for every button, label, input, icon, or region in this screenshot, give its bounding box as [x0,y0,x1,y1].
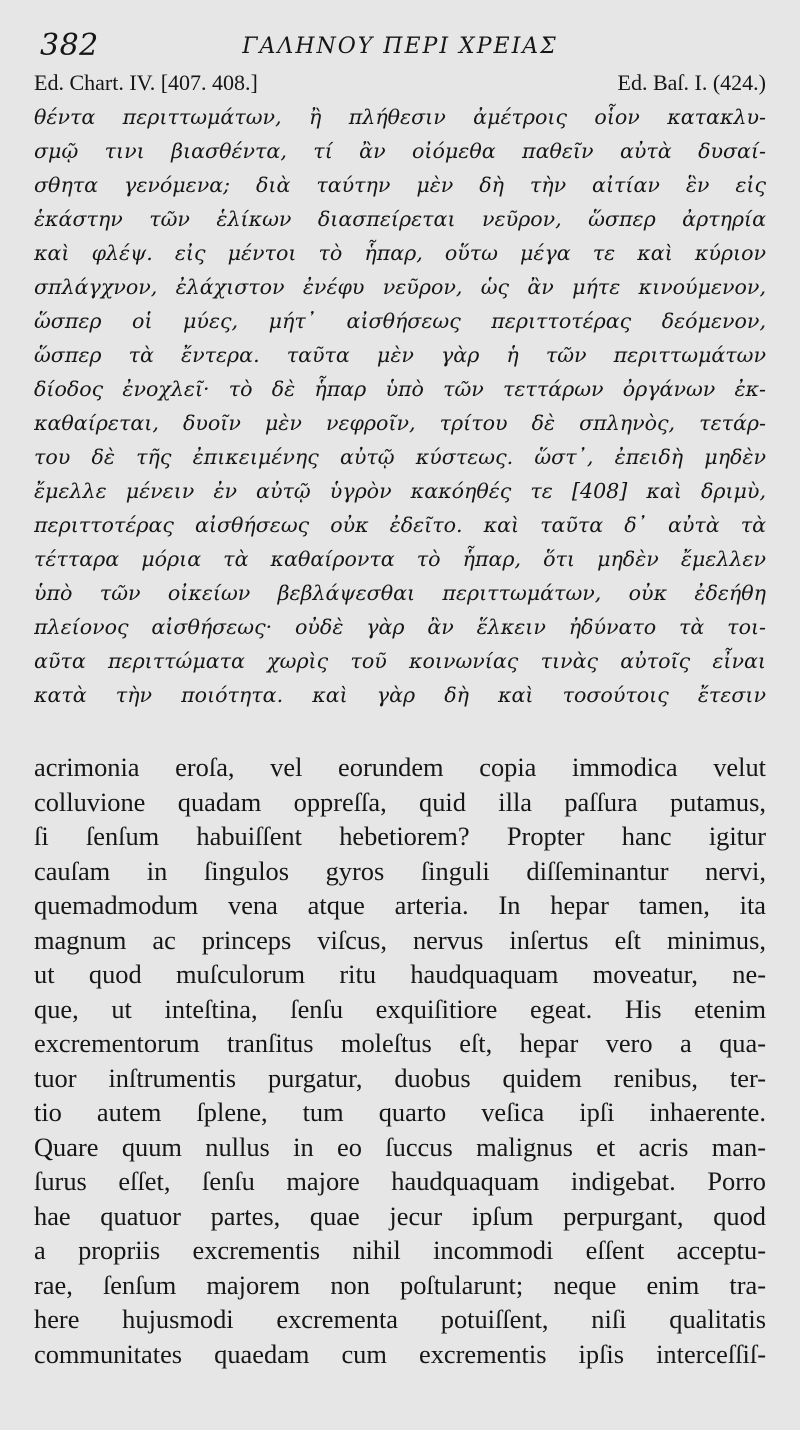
greek-text-line: ὥσπερ τὰ ἔντερα. ταῦτα μὲν γὰρ ἡ τῶν περιττωμάτων [34,343,766,367]
edition-basel-reference: Ed. Baſ. I. (424.) [617,70,766,95]
edition-reference-line [34,70,766,100]
running-title: ΓΑΛΗΝΟΥ ΠΕΡΙ ΧΡΕΙΑΣ [242,34,558,59]
latin-text-line: ſi ſenſum habuiſſent hebetiorem? Propter hanc igitur [34,821,766,851]
greek-text-line: καὶ φλέψ. εἰς μέντοι τὸ ἧπαρ, οὕτω μέγα τε καὶ κύριον [34,241,766,265]
latin-text-line: here hujusmodi excrementa potuiſſent, niſi qualitatis [34,1304,766,1334]
latin-text-line: cauſam in ſingulos gyros ſinguli diſſeminantur nervi, [34,855,766,886]
greek-text-line: πλείονος αἰσθήσεως· οὐδὲ γὰρ ἂν ἕλκειν ἠδύνατο τὰ τοι- [34,615,766,639]
latin-text-line: ſurus eſſet, ſenſu majore haudquaquam indigebat. Porro [34,1166,766,1196]
edition-chart-reference: Ed. Chart. IV. [407. 408.] [34,70,258,95]
latin-text-line: tuor inſtrumentis purgatur, duobus quidem renibus, ter- [34,1062,766,1093]
latin-text-line: excrementorum tranſitus moleſtus eſt, hepar vero a qua- [34,1028,766,1058]
greek-text-line: σθητα γενόμενα; διὰ ταύτην μὲν δὴ τὴν αἰτίαν ἓν εἰς [34,173,766,197]
latin-text-line: tio autem ſplene, tum quarto veſica ipſi inhaerente. [34,1097,766,1127]
greek-text-line: περιττοτέρας αἰσθήσεως οὐκ ἐδεῖτο. καὶ ταῦτα δ᾽ αὐτὰ τὰ [34,513,766,537]
latin-text-line: ut quod muſculorum ritu haudquaquam moveatur, ne- [34,959,766,989]
greek-text-line: κατὰ τὴν ποιότητα. καὶ γὰρ δὴ καὶ τοσούτοις ἔτεσιν [34,683,766,707]
greek-text-line: ὑπὸ τῶν οἰκείων βεβλάψεσθαι περιττωμάτων, οὐκ ἐδεήθη [34,581,766,605]
latin-text-line: acrimonia eroſa, vel eorundem copia immodica velut [34,752,766,782]
latin-text-line: quemadmodum vena atque arteria. In hepar tamen, ita [34,890,766,920]
greek-text-line: ἔμελλε μένειν ἐν αὐτῷ ὑγρὸν κακόηθές τε [408] καὶ δριμὺ, [34,479,766,503]
latin-text-line: Quare quum nullus in eo ſuccus malignus et acris man- [34,1131,766,1162]
greek-text-line: καθαίρεται, δυοῖν μὲν νεφροῖν, τρίτου δὲ σπληνὸς, τετάρ- [34,411,766,435]
page-number: 382 [40,28,99,63]
latin-text-line: magnum ac princeps viſcus, nervus inſertus eſt minimus, [34,924,766,955]
greek-text-block [34,100,766,712]
greek-text-line: ἑκάστην τῶν ἑλίκων διασπείρεται νεῦρον, ὥσπερ ἀρτηρία [34,207,766,231]
latin-text-line: a propriis excrementis nihil incommodi eſſent acceptu- [34,1235,766,1265]
latin-text-line: que, ut inteſtina, ſenſu exquiſitiore egeat. His etenim [34,993,766,1024]
latin-text-line: colluvione quadam oppreſſa, quid illa paſſura putamus, [34,786,766,817]
greek-text-line: ὥσπερ οἱ μύες, μήτ᾽ αἰσθήσεως περιττοτέρας δεόμενον, [34,309,766,333]
greek-text-line: σπλάγχνον, ἐλάχιστον ἐνέφυ νεῦρον, ὡς ἂν μήτε κινούμενον, [34,275,766,299]
latin-text-line: rae, ſenſum majorem non poſtularunt; neque enim tra- [34,1269,766,1300]
greek-text-line: του δὲ τῆς ἐπικειμένης αὐτῷ κύστεως. ὥστ᾽, ἐπειδὴ μηδὲν [34,445,766,469]
greek-text-line: τέτταρα μόρια τὰ καθαίροντα τὸ ἧπαρ, ὅτι μηδὲν ἔμελλεν [34,547,766,571]
greek-text-line: θέντα περιττωμάτων, ἢ πλήθεσιν ἀμέτροις οἷον κατακλυ- [34,105,766,129]
page-header [34,26,766,66]
greek-text-line: δίοδος ἐνοχλεῖ· τὸ δὲ ἧπαρ ὑπὸ τῶν τεττάρων ὀργάνων ἐκ- [34,377,766,401]
greek-text-line: αῦτα περιττώματα χωρὶς τοῦ κοινωνίας τινὰς αὐτοῖς εἶναι [34,649,766,673]
latin-text-line: communitates quaedam cum excrementis ipſis interceſſiſ- [34,1338,766,1369]
latin-text-block [34,750,766,1371]
greek-text-line: σμῷ τινι βιασθέντα, τί ἂν οἰόμεθα παθεῖν αὐτὰ δυσαί- [34,139,766,163]
latin-text-line: hae quatuor partes, quae jecur ipſum perpurgant, quod [34,1200,766,1231]
